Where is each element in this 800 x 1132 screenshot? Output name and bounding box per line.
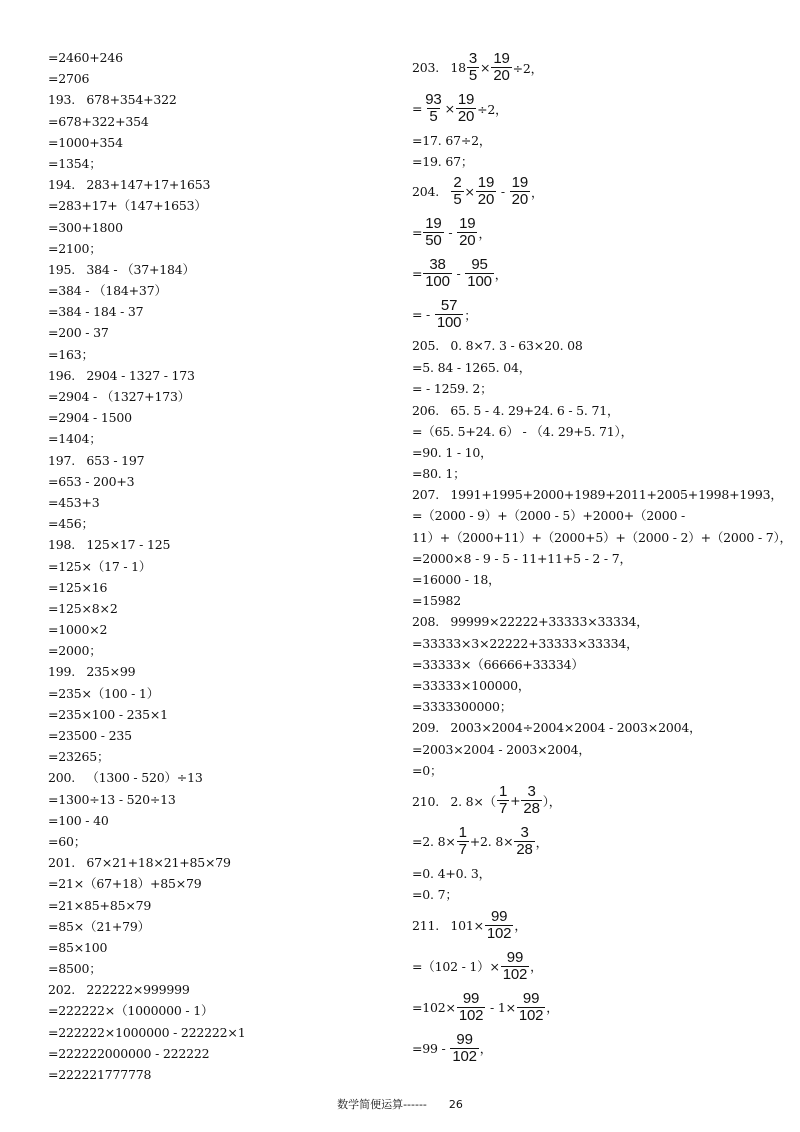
left-line: =456；	[48, 516, 94, 532]
left-line: =1000+354	[48, 134, 123, 150]
left-line: =653 - 200+3	[48, 473, 135, 489]
left-line: 200. （1300 - 520）÷13	[48, 770, 203, 786]
left-line: =85×（21+79）	[48, 918, 150, 934]
left-line: =222222000000 - 222222	[48, 1045, 210, 1061]
left-line: =2100；	[48, 240, 102, 256]
left-line: 197. 653 - 197	[48, 452, 145, 468]
fraction: $\frac{99}{102}$	[452, 1030, 477, 1065]
problem-203-line-4: =19. 67；	[412, 153, 474, 169]
left-line: =222222×1000000 - 222222×1	[48, 1024, 246, 1040]
fraction: $\frac{99}{102}$	[502, 948, 528, 983]
problem-211-line-2: =（102 - 1）× $\frac{99}{102}$ ，	[412, 948, 543, 983]
problem-205-line: =5. 84 - 1265. 04，	[412, 360, 532, 376]
fraction: $\frac{3}{5}$	[468, 50, 478, 84]
left-line: =235×100 - 235×1	[48, 706, 168, 722]
problem-207-line: =15982	[412, 592, 462, 608]
left-line: =222221777778	[48, 1067, 152, 1082]
left-line: =1000×2	[48, 622, 108, 638]
left-line: 202. 222222×999999	[48, 982, 190, 998]
fraction: $\frac{19}{20}$	[511, 174, 528, 209]
left-line: =23500 - 235	[48, 728, 132, 743]
left-line: =200 - 37	[48, 325, 109, 341]
problem-209-line: =2003×2004 - 2003×2004，	[412, 741, 591, 757]
fraction: $\frac{3}{28}$	[516, 824, 533, 859]
left-line: =2000；	[48, 643, 102, 659]
left-line: =384 - 184 - 37	[48, 304, 144, 320]
left-line: 199. 235×99	[48, 664, 136, 680]
left-line: =2460+246	[48, 50, 123, 65]
left-line: =100 - 40	[48, 812, 109, 828]
fraction: $\frac{99}{102}$	[486, 907, 512, 942]
problem-206-line: 206. 65. 5 - 4. 29+24. 6 - 5. 71，	[412, 402, 620, 418]
problem-211-line-3: =102× $\frac{99}{102}$ - 1× $\frac{99}{102}$ ，	[412, 989, 559, 1024]
problem-208-line: =33333×（66666+33334）	[412, 656, 584, 672]
left-line: 198. 125×17 - 125	[48, 537, 171, 553]
left-line: 196. 2904 - 1327 - 173	[48, 367, 195, 383]
problem-208-line: 208. 99999×22222+33333×33334，	[412, 614, 649, 630]
fraction: $\frac{19}{20}$	[493, 50, 510, 84]
left-line: =300+1800	[48, 219, 123, 235]
problem-211-line-4: =99 - $\frac{99}{102}$ ，	[412, 1030, 493, 1065]
problem-210-line-2: =2. 8× $\frac{1}{7}$ +2. 8× $\frac{3}{28}$ ，	[412, 824, 548, 859]
problem-207-line: =（2000 - 9）+（2000 - 5）+2000+（2000 -	[412, 508, 686, 524]
footer-title: 数学简便运算------	[337, 1098, 427, 1111]
problem-207-line: =2000×8 - 9 - 5 - 11+11+5 - 2 - 7，	[412, 550, 632, 566]
left-line: =1404；	[48, 431, 102, 447]
left-line: 194. 283+147+17+1653	[48, 177, 211, 193]
problem-208-line: =33333×100000，	[412, 677, 531, 693]
fraction: $\frac{38}{100}$	[425, 256, 450, 291]
problem-206-line: =90. 1 - 10，	[412, 444, 493, 460]
left-line: =453+3	[48, 494, 100, 510]
fraction: $\frac{1}{7}$	[498, 783, 508, 818]
left-line: 193. 678+354+322	[48, 92, 177, 108]
problem-203-line-3: =17. 67÷2，	[412, 132, 492, 148]
problem-210-line-3: =0. 4+0. 3，	[412, 865, 491, 881]
fraction: $\frac{19}{20}$	[459, 215, 476, 250]
left-column	[48, 47, 378, 1085]
left-line: =2904 - 1500	[48, 410, 132, 426]
problem-205-line: 205. 0. 8×7. 3 - 63×20. 08	[412, 338, 583, 354]
fraction: $\frac{3}{28}$	[523, 783, 540, 818]
right-column	[412, 47, 792, 1069]
problem-206-line: =（65. 5+24. 6） - （4. 29+5. 71），	[412, 423, 633, 439]
left-line: =125×8×2	[48, 600, 118, 616]
left-line: =2706	[48, 71, 90, 87]
left-line: =2904 - （1327+173）	[48, 389, 190, 404]
left-line: 201. 67×21+18×21+85×79	[48, 855, 231, 871]
fraction: $\frac{19}{20}$	[457, 91, 475, 125]
fraction: $\frac{93}{5}$	[425, 91, 442, 125]
left-line: =125×（17 - 1）	[48, 558, 152, 574]
whole-number: 18	[450, 60, 466, 75]
left-line: =222222×（1000000 - 1）	[48, 1003, 214, 1019]
left-line: =235×（100 - 1）	[48, 685, 159, 701]
problem-205-line: = - 1259. 2；	[412, 381, 493, 397]
problem-211-line-1: 211. 101× $\frac{99}{102}$ ，	[412, 907, 527, 942]
problem-207-line: 207. 1991+1995+2000+1989+2011+2005+1998+1993，	[412, 487, 783, 503]
problem-207-line: 11）+（2000+11）+（2000+5）+（2000 - 2）+（2000 - 7），	[412, 529, 792, 545]
problem-203-line-1: 203. 18 $\frac{3}{5}$ × $\frac{19}{20}$ ÷2，	[412, 50, 543, 84]
left-line: =163；	[48, 346, 94, 362]
problem-204-line-1: 204. $\frac{2}{5}$ × $\frac{19}{20}$ - $\frac{19}{20}$ ，	[412, 174, 544, 209]
left-line: =21×（67+18）+85×79	[48, 876, 202, 892]
problem-208-line: =3333300000；	[412, 699, 513, 715]
fraction: $\frac{95}{100}$	[467, 256, 492, 291]
left-line: 195. 384 - （37+184）	[48, 261, 195, 277]
left-line: =8500；	[48, 961, 102, 977]
problem-label: 211. 101×	[412, 917, 484, 933]
problem-208-line: =33333×3×22222+33333×33334，	[412, 635, 639, 651]
fraction: $\frac{1}{7}$	[458, 824, 467, 859]
left-line: =125×16	[48, 579, 108, 595]
left-line: =85×100	[48, 939, 108, 955]
problem-206-line: =80. 1；	[412, 466, 466, 482]
left-line: =1354；	[48, 155, 102, 171]
page-footer	[0, 1096, 800, 1112]
fraction: $\frac{99}{102}$	[458, 989, 484, 1024]
problem-204-line-2: = $\frac{19}{50}$ - $\frac{19}{20}$ ，	[412, 215, 491, 250]
problem-210-line-4: =0. 7；	[412, 887, 458, 903]
left-line: =23265；	[48, 749, 110, 765]
problem-label: 204.	[412, 184, 451, 200]
problem-203-line-2: = $\frac{93}{5}$ × $\frac{19}{20}$ ÷2，	[412, 91, 508, 125]
left-line: =21×85+85×79	[48, 897, 152, 913]
fraction: $\frac{2}{5}$	[453, 174, 462, 209]
left-line: =1300÷13 - 520÷13	[48, 791, 176, 807]
fraction: $\frac{99}{102}$	[518, 989, 544, 1024]
page-number: 26	[448, 1098, 463, 1111]
left-line: =283+17+（147+1653）	[48, 198, 207, 214]
left-line: =384 - （184+37）	[48, 283, 167, 299]
problem-204-line-3: = $\frac{38}{100}$ - $\frac{95}{100}$ ，	[412, 256, 508, 291]
problem-label: 203.	[412, 60, 451, 75]
problem-209-line: =0；	[412, 762, 443, 778]
left-line: =60；	[48, 833, 87, 849]
problems-205-209	[412, 335, 792, 780]
problem-204-line-4: = - $\frac{57}{100}$ ；	[412, 297, 477, 332]
left-line: =678+322+354	[48, 113, 149, 129]
problem-207-line: =16000 - 18，	[412, 572, 501, 588]
problem-label: 210. 2. 8×（	[412, 793, 496, 809]
problem-210-line-1: 210. 2. 8×（ $\frac{1}{7}$ + $\frac{3}{28}$ ），	[412, 783, 562, 818]
fraction: $\frac{19}{20}$	[477, 174, 495, 209]
fraction: $\frac{19}{50}$	[425, 215, 442, 250]
fraction: $\frac{57}{100}$	[436, 297, 462, 332]
problem-209-line: 209. 2003×2004÷2004×2004 - 2003×2004，	[412, 720, 702, 736]
